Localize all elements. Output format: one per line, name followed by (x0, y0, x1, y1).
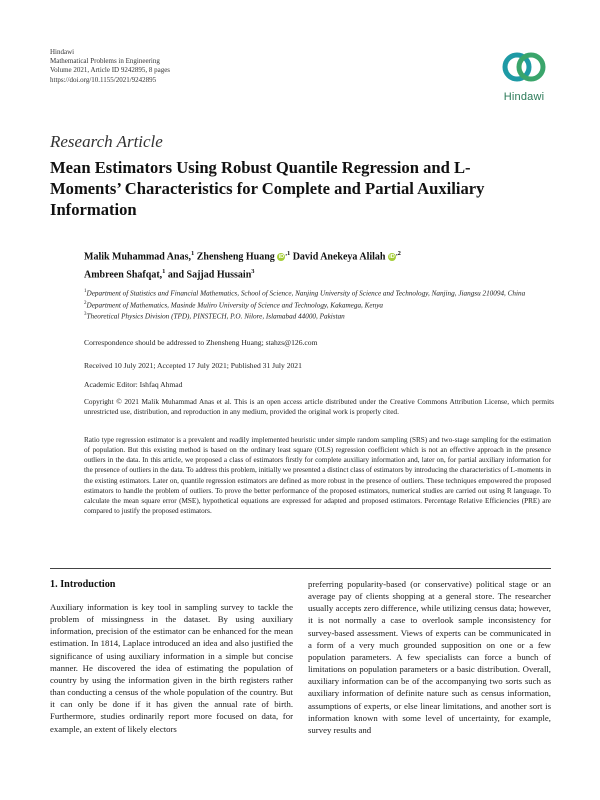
affiliation-item (84, 310, 554, 322)
copyright: Copyright © 2021 Malik Muhammad Anas et al. This is an open access article distributed under the Creative Commons Attribution License, which permits unrestricted use, distribution, and reproduction in any medium, provided the original work is properly cited. (84, 397, 554, 416)
affiliation-number: 3 (84, 312, 87, 318)
academic-editor: Academic Editor: Ishfaq Ahmad (84, 380, 183, 389)
affiliation-number: 1 (84, 289, 87, 294)
affiliation-text: Theoretical Physics Division (TPD), PINSTECH, P.O. Nilore, Islamabad 44000, Pakistan (86, 312, 345, 321)
affiliation-item (84, 287, 554, 299)
article-title: Mean Estimators Using Robust Quantile Regression and L-Moments’ Characteristics for Complete and Partial Auxiliary Information (50, 158, 485, 219)
doi-link[interactable]: https://doi.org/10.1155/2021/9242895 (50, 75, 157, 84)
intro-left-column: Auxiliary information is key tool in sampling survey to tackle the problem of missingness in the dataset. By using auxiliary information, precision of the estimator can be enhanced for the mean estimation. In 1814, Laplace introduced an idea and also justified the significance of using auxiliary information in a simple but concise manner. He discovered the idea of estimating the population of country by using the information given in the birth registers rather than conducting a census of the whole population of the country. But it can only be done if it has given the annual rate of birth. Furthermore, studies ordinarily report more focused on data, for example, an extent of likely electors (50, 602, 293, 734)
orcid-icon[interactable]: iD (389, 254, 395, 261)
author-name: Ambreen Shafqat, (84, 269, 163, 281)
section-heading: 1. Introduction (50, 579, 116, 590)
logo-text: Hindawi (503, 91, 545, 103)
author-name: Zhensheng Huang (196, 251, 275, 263)
affiliation-text: Department of Statistics and Financial Mathematics, School of Science, Nanjing University of Science and Technology, Nanjing, Jiangsu 210094, China (86, 289, 526, 298)
affiliation-item (84, 299, 554, 311)
publisher-name: Hindawi (50, 48, 75, 56)
journal-info (50, 48, 170, 85)
author-name: and Sajjad Hussain (167, 269, 252, 281)
article-type: Research Article (50, 132, 163, 151)
journal-name: Mathematical Problems in Engineering (50, 57, 160, 66)
author-list (84, 246, 554, 283)
author-affiliation-mark: 3 (251, 268, 255, 276)
affiliation-number: 2 (84, 300, 87, 306)
author-affiliation-mark: 1 (190, 250, 195, 257)
volume-line: Volume 2021, Article ID 9242895, 8 pages (50, 66, 171, 75)
author-name: Malik Muhammad Anas, (84, 251, 191, 263)
intro-right-column: preferring popularity-based (or conservative) political stage or an average pay of clients shopping at a general store. The researcher usually accepts zero difference, while utilizing census data; however, it is not normally a case to overlook sample inconsistency for survey-based assessment. Views of experts can be communicated in a form of a very much grounded supposition on one or a few population parameters. A few specialists can force a bunch of limitations on population parameters or a basic distribution. Overall, auxiliary information can be of the accompanying two sorts such as auxiliary information of definite nature such as census information, assumptions of experts, or else linear limitations, and another sort is information known with some level of uncertainty, for example, survey results and (308, 579, 551, 735)
author-affiliation-mark: ,2 (396, 250, 401, 257)
correspondence: Correspondence should be addressed to Zhensheng Huang; stahzs@126.com (84, 338, 318, 347)
dates: Received 10 July 2021; Accepted 17 July 2021; Published 31 July 2021 (84, 361, 302, 370)
orcid-icon[interactable]: iD (278, 254, 285, 261)
affiliation-text: Department of Mathematics, Masinde Muliro University of Science and Technology, Kakamega, Kenya (86, 301, 383, 310)
author-affiliation-mark: 1 (162, 268, 166, 276)
abstract: Ratio type regression estimator is a prevalent and readily implemented heuristic under simple random sampling (SRS) and two-stage sampling for the estimation of population. But this existing method is based on the ordinary least square (OLS) regression coefficient which is not an effective approach in the presence outliers in the data. In this article, we proposed a class of estimators firstly for complete auxiliary information and, later on, for partial auxiliary information for the presence of outliers in the data. To address this problem, initially we presented a distinct class of estimators by introducing the characteristics of L-moments in the existing estimators. Later on, quantile regression estimators are defined as more robust in the presence of outliers. These techniques empowered the proposed estimators to handle the problem of outliers. To prove the better performance of the proposed estimators, numerical studies are carried out using R language. To calculate the mean square error (MSE), hypothetical equations are expressed for adapted and proposed estimators. Percentage Relative Efficiencies (PRE) are compared to justify the proposed estimators. (84, 436, 551, 516)
section-divider (50, 568, 551, 569)
author-affiliation-mark: ,1 (285, 250, 291, 257)
affiliations (84, 287, 554, 322)
author-name: David Anekeya Alilah (292, 251, 386, 263)
